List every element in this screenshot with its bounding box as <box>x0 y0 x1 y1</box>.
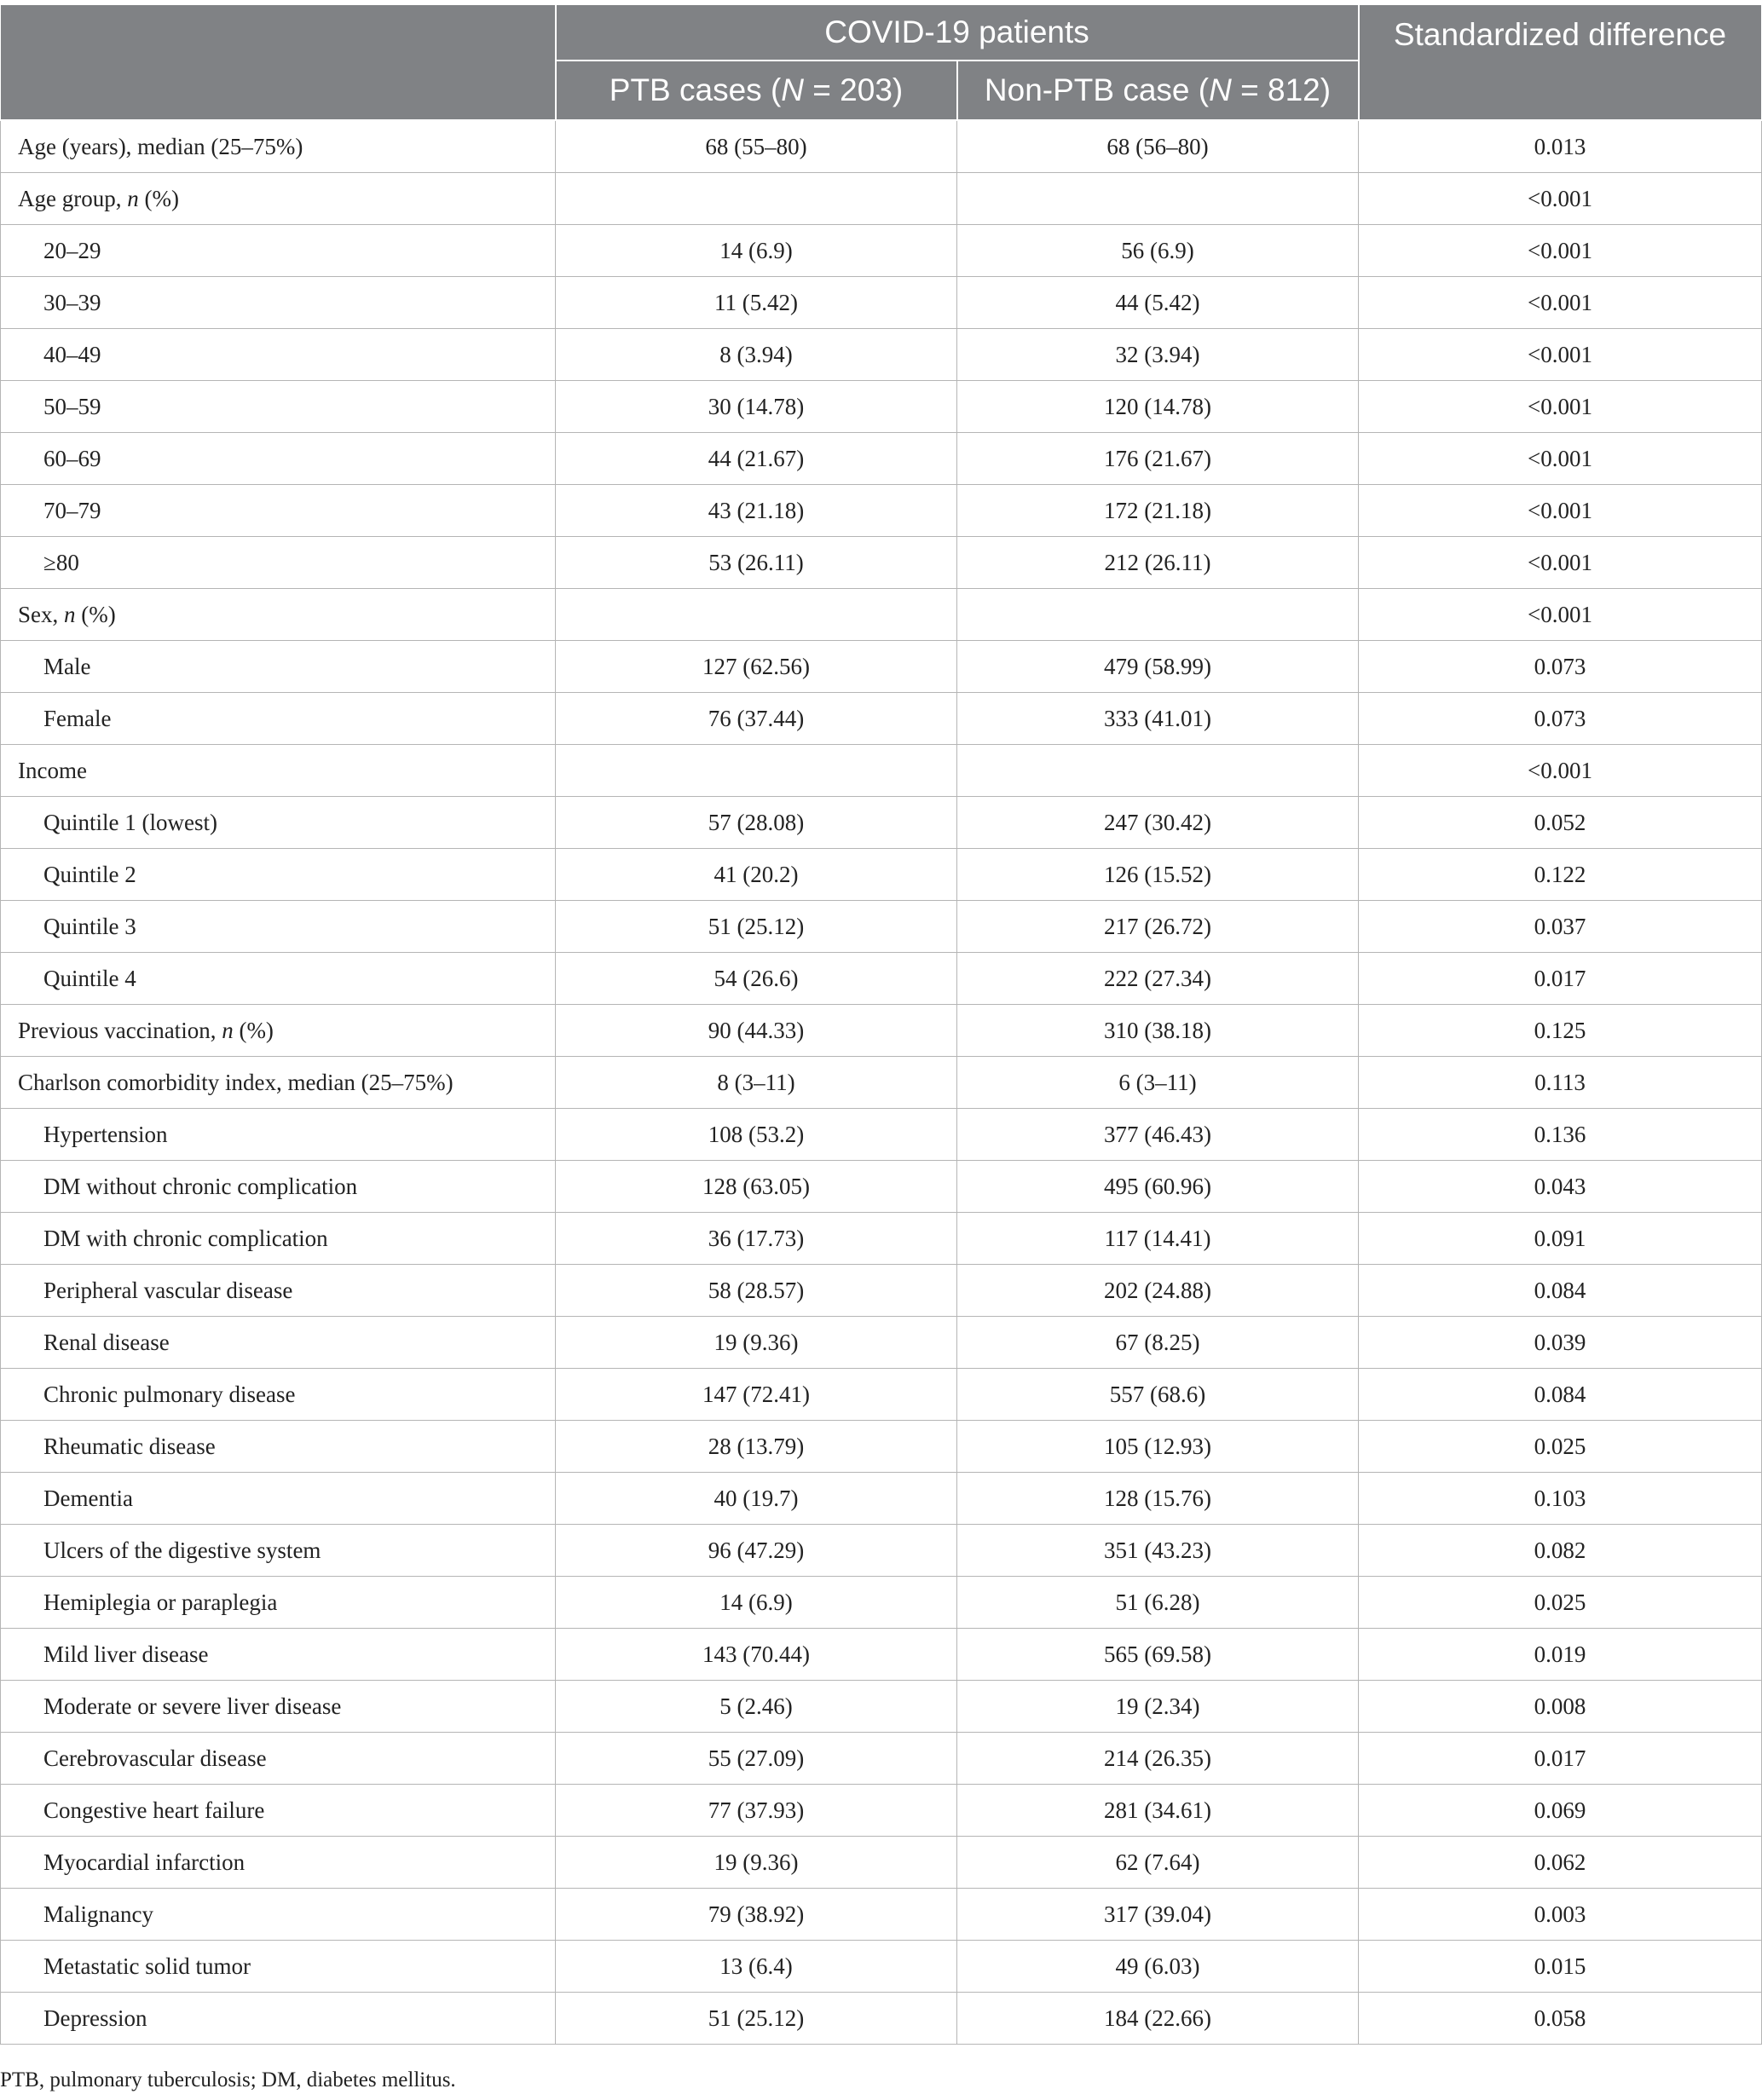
standardized-difference-cell: 0.008 <box>1359 1681 1762 1733</box>
table-row <box>1 537 1762 589</box>
non-ptb-value-cell: 126 (15.52) <box>957 849 1359 901</box>
standardized-difference-cell: 0.013 <box>1359 120 1762 173</box>
table-row <box>1 381 1762 433</box>
non-ptb-value-cell: 479 (58.99) <box>957 641 1359 693</box>
row-label <box>1 589 556 641</box>
row-label: Quintile 2 <box>1 849 556 901</box>
row-label: Male <box>1 641 556 693</box>
non-ptb-value-cell: 67 (8.25) <box>957 1317 1359 1369</box>
table-row <box>1 225 1762 277</box>
row-label-suffix: (%) <box>75 601 116 627</box>
ptb-value-cell: 11 (5.42) <box>556 277 957 329</box>
non-ptb-value-cell: 377 (46.43) <box>957 1109 1359 1161</box>
ptb-value-cell: 96 (47.29) <box>556 1525 957 1577</box>
row-label <box>1 1005 556 1057</box>
header-ptb-n: N <box>781 72 804 107</box>
table-row <box>1 1629 1762 1681</box>
header-corner-cell <box>1 4 556 120</box>
standardized-difference-cell: <0.001 <box>1359 277 1762 329</box>
standardized-difference-cell: 0.136 <box>1359 1109 1762 1161</box>
table-row <box>1 173 1762 225</box>
header-ptb-suffix: = 203) <box>804 72 904 107</box>
non-ptb-value-cell: 217 (26.72) <box>957 901 1359 953</box>
table-row <box>1 485 1762 537</box>
non-ptb-value-cell: 117 (14.41) <box>957 1213 1359 1265</box>
ptb-value-cell: 14 (6.9) <box>556 225 957 277</box>
header-standardized-difference: Standardized difference <box>1359 4 1762 120</box>
row-label: DM without chronic complication <box>1 1161 556 1213</box>
non-ptb-value-cell: 68 (56–80) <box>957 120 1359 173</box>
table-header <box>1 4 1762 120</box>
table-row <box>1 1681 1762 1733</box>
ptb-value-cell: 58 (28.57) <box>556 1265 957 1317</box>
table-row <box>1 1733 1762 1785</box>
standardized-difference-cell: <0.001 <box>1359 433 1762 485</box>
ptb-value-cell: 13 (6.4) <box>556 1941 957 1993</box>
header-row-1 <box>1 4 1762 61</box>
standardized-difference-cell: <0.001 <box>1359 589 1762 641</box>
ptb-value-cell: 76 (37.44) <box>556 693 957 745</box>
header-non-ptb-cases <box>957 61 1359 120</box>
standardized-difference-cell: 0.015 <box>1359 1941 1762 1993</box>
standardized-difference-cell: 0.043 <box>1359 1161 1762 1213</box>
non-ptb-value-cell: 32 (3.94) <box>957 329 1359 381</box>
ptb-value-cell: 53 (26.11) <box>556 537 957 589</box>
non-ptb-value-cell: 6 (3–11) <box>957 1057 1359 1109</box>
table-row <box>1 1317 1762 1369</box>
standardized-difference-cell: <0.001 <box>1359 329 1762 381</box>
table-row <box>1 1005 1762 1057</box>
row-label: 30–39 <box>1 277 556 329</box>
row-label: DM with chronic complication <box>1 1213 556 1265</box>
non-ptb-value-cell: 172 (21.18) <box>957 485 1359 537</box>
non-ptb-value-cell: 120 (14.78) <box>957 381 1359 433</box>
standardized-difference-cell: 0.084 <box>1359 1265 1762 1317</box>
ptb-value-cell: 36 (17.73) <box>556 1213 957 1265</box>
ptb-value-cell: 55 (27.09) <box>556 1733 957 1785</box>
table-body <box>1 120 1762 2045</box>
row-label: Quintile 4 <box>1 953 556 1005</box>
header-nonptb-prefix: Non-PTB case ( <box>984 72 1210 107</box>
row-label: Income <box>1 745 556 797</box>
row-label: 20–29 <box>1 225 556 277</box>
standardized-difference-cell: 0.122 <box>1359 849 1762 901</box>
standardized-difference-cell: <0.001 <box>1359 225 1762 277</box>
row-label-italic: n <box>64 601 76 627</box>
non-ptb-value-cell: 317 (39.04) <box>957 1889 1359 1941</box>
table-row <box>1 1837 1762 1889</box>
standardized-difference-cell: 0.062 <box>1359 1837 1762 1889</box>
standardized-difference-cell: 0.019 <box>1359 1629 1762 1681</box>
row-label: 50–59 <box>1 381 556 433</box>
table-footnote: PTB, pulmonary tuberculosis; DM, diabetes mellitus. <box>0 2068 456 2091</box>
row-label-italic: n <box>127 185 139 211</box>
ptb-value-cell: 57 (28.08) <box>556 797 957 849</box>
standardized-difference-cell: 0.069 <box>1359 1785 1762 1837</box>
row-label: ≥80 <box>1 537 556 589</box>
row-label <box>1 173 556 225</box>
ptb-value-cell: 51 (25.12) <box>556 1993 957 2045</box>
non-ptb-value-cell: 128 (15.76) <box>957 1473 1359 1525</box>
ptb-value-cell <box>556 745 957 797</box>
row-label: Quintile 1 (lowest) <box>1 797 556 849</box>
ptb-value-cell: 79 (38.92) <box>556 1889 957 1941</box>
ptb-value-cell: 14 (6.9) <box>556 1577 957 1629</box>
table-row <box>1 641 1762 693</box>
ptb-value-cell: 147 (72.41) <box>556 1369 957 1421</box>
table-row <box>1 1421 1762 1473</box>
non-ptb-value-cell: 281 (34.61) <box>957 1785 1359 1837</box>
row-label: Renal disease <box>1 1317 556 1369</box>
row-label: Metastatic solid tumor <box>1 1941 556 1993</box>
standardized-difference-cell: <0.001 <box>1359 537 1762 589</box>
row-label: Depression <box>1 1993 556 2045</box>
non-ptb-value-cell <box>957 745 1359 797</box>
non-ptb-value-cell: 333 (41.01) <box>957 693 1359 745</box>
row-label: Quintile 3 <box>1 901 556 953</box>
header-ptb-prefix: PTB cases ( <box>609 72 782 107</box>
non-ptb-value-cell: 19 (2.34) <box>957 1681 1359 1733</box>
row-label: Peripheral vascular disease <box>1 1265 556 1317</box>
table-row <box>1 589 1762 641</box>
non-ptb-value-cell: 565 (69.58) <box>957 1629 1359 1681</box>
ptb-value-cell: 127 (62.56) <box>556 641 957 693</box>
row-label-prefix: Age group, <box>18 185 128 211</box>
standardized-difference-cell: 0.125 <box>1359 1005 1762 1057</box>
ptb-value-cell: 41 (20.2) <box>556 849 957 901</box>
non-ptb-value-cell: 49 (6.03) <box>957 1941 1359 1993</box>
ptb-value-cell: 68 (55–80) <box>556 120 957 173</box>
row-label: Charlson comorbidity index, median (25–75%) <box>1 1057 556 1109</box>
table-row <box>1 1109 1762 1161</box>
table-row <box>1 1577 1762 1629</box>
table-row <box>1 1525 1762 1577</box>
non-ptb-value-cell: 56 (6.9) <box>957 225 1359 277</box>
non-ptb-value-cell: 44 (5.42) <box>957 277 1359 329</box>
ptb-value-cell: 28 (13.79) <box>556 1421 957 1473</box>
row-label: Hemiplegia or paraplegia <box>1 1577 556 1629</box>
table-wrapper <box>0 3 1762 2045</box>
ptb-value-cell <box>556 589 957 641</box>
table-row <box>1 433 1762 485</box>
standardized-difference-cell: 0.025 <box>1359 1421 1762 1473</box>
table-row <box>1 1473 1762 1525</box>
standardized-difference-cell: 0.084 <box>1359 1369 1762 1421</box>
standardized-difference-cell: 0.052 <box>1359 797 1762 849</box>
ptb-value-cell: 108 (53.2) <box>556 1109 957 1161</box>
row-label-prefix: Previous vaccination, <box>18 1017 222 1043</box>
standardized-difference-cell: 0.025 <box>1359 1577 1762 1629</box>
standardized-difference-cell: <0.001 <box>1359 381 1762 433</box>
ptb-value-cell: 19 (9.36) <box>556 1317 957 1369</box>
row-label: Hypertension <box>1 1109 556 1161</box>
ptb-value-cell: 128 (63.05) <box>556 1161 957 1213</box>
standardized-difference-cell: 0.073 <box>1359 641 1762 693</box>
non-ptb-value-cell: 212 (26.11) <box>957 537 1359 589</box>
non-ptb-value-cell <box>957 173 1359 225</box>
row-label: Mild liver disease <box>1 1629 556 1681</box>
table-row <box>1 901 1762 953</box>
standardized-difference-cell: <0.001 <box>1359 485 1762 537</box>
baseline-characteristics-table <box>0 3 1762 2045</box>
row-label: Myocardial infarction <box>1 1837 556 1889</box>
row-label: Age (years), median (25–75%) <box>1 120 556 173</box>
table-row <box>1 1161 1762 1213</box>
non-ptb-value-cell: 310 (38.18) <box>957 1005 1359 1057</box>
standardized-difference-cell: 0.091 <box>1359 1213 1762 1265</box>
row-label: Malignancy <box>1 1889 556 1941</box>
standardized-difference-cell: 0.082 <box>1359 1525 1762 1577</box>
ptb-value-cell <box>556 173 957 225</box>
table-row <box>1 745 1762 797</box>
header-nonptb-suffix: = 812) <box>1231 72 1332 107</box>
row-label: 70–79 <box>1 485 556 537</box>
non-ptb-value-cell: 202 (24.88) <box>957 1265 1359 1317</box>
non-ptb-value-cell: 247 (30.42) <box>957 797 1359 849</box>
table-row <box>1 329 1762 381</box>
row-label-suffix: (%) <box>233 1017 274 1043</box>
non-ptb-value-cell: 351 (43.23) <box>957 1525 1359 1577</box>
ptb-value-cell: 44 (21.67) <box>556 433 957 485</box>
ptb-value-cell: 77 (37.93) <box>556 1785 957 1837</box>
table-row <box>1 797 1762 849</box>
table-row <box>1 1785 1762 1837</box>
ptb-value-cell: 8 (3–11) <box>556 1057 957 1109</box>
row-label: Chronic pulmonary disease <box>1 1369 556 1421</box>
non-ptb-value-cell: 184 (22.66) <box>957 1993 1359 2045</box>
table-row <box>1 953 1762 1005</box>
standardized-difference-cell: 0.113 <box>1359 1057 1762 1109</box>
row-label: 60–69 <box>1 433 556 485</box>
non-ptb-value-cell: 557 (68.6) <box>957 1369 1359 1421</box>
standardized-difference-cell: 0.058 <box>1359 1993 1762 2045</box>
standardized-difference-cell: 0.103 <box>1359 1473 1762 1525</box>
ptb-value-cell: 43 (21.18) <box>556 485 957 537</box>
standardized-difference-cell: <0.001 <box>1359 173 1762 225</box>
non-ptb-value-cell: 495 (60.96) <box>957 1161 1359 1213</box>
ptb-value-cell: 54 (26.6) <box>556 953 957 1005</box>
row-label-suffix: (%) <box>138 185 179 211</box>
non-ptb-value-cell: 105 (12.93) <box>957 1421 1359 1473</box>
standardized-difference-cell: 0.003 <box>1359 1889 1762 1941</box>
standardized-difference-cell: 0.073 <box>1359 693 1762 745</box>
row-label: Female <box>1 693 556 745</box>
non-ptb-value-cell: 51 (6.28) <box>957 1577 1359 1629</box>
standardized-difference-cell: 0.037 <box>1359 901 1762 953</box>
table-row <box>1 1213 1762 1265</box>
table-row <box>1 1993 1762 2045</box>
non-ptb-value-cell: 214 (26.35) <box>957 1733 1359 1785</box>
non-ptb-value-cell: 222 (27.34) <box>957 953 1359 1005</box>
table-row <box>1 849 1762 901</box>
row-label: Ulcers of the digestive system <box>1 1525 556 1577</box>
table-row <box>1 1057 1762 1109</box>
ptb-value-cell: 19 (9.36) <box>556 1837 957 1889</box>
row-label-italic: n <box>222 1017 234 1043</box>
non-ptb-value-cell <box>957 589 1359 641</box>
table-row <box>1 693 1762 745</box>
ptb-value-cell: 90 (44.33) <box>556 1005 957 1057</box>
ptb-value-cell: 143 (70.44) <box>556 1629 957 1681</box>
row-label: Dementia <box>1 1473 556 1525</box>
row-label: Rheumatic disease <box>1 1421 556 1473</box>
ptb-value-cell: 30 (14.78) <box>556 381 957 433</box>
header-nonptb-n: N <box>1209 72 1232 107</box>
non-ptb-value-cell: 176 (21.67) <box>957 433 1359 485</box>
table-row <box>1 1265 1762 1317</box>
row-label: 40–49 <box>1 329 556 381</box>
non-ptb-value-cell: 62 (7.64) <box>957 1837 1359 1889</box>
row-label-prefix: Sex, <box>18 601 64 627</box>
row-label: Moderate or severe liver disease <box>1 1681 556 1733</box>
ptb-value-cell: 5 (2.46) <box>556 1681 957 1733</box>
table-row <box>1 277 1762 329</box>
header-ptb-cases <box>556 61 957 120</box>
row-label: Congestive heart failure <box>1 1785 556 1837</box>
header-group-covid: COVID-19 patients <box>556 4 1359 61</box>
table-row <box>1 1889 1762 1941</box>
standardized-difference-cell: 0.017 <box>1359 953 1762 1005</box>
table-row <box>1 1369 1762 1421</box>
standardized-difference-cell: 0.039 <box>1359 1317 1762 1369</box>
ptb-value-cell: 8 (3.94) <box>556 329 957 381</box>
ptb-value-cell: 40 (19.7) <box>556 1473 957 1525</box>
ptb-value-cell: 51 (25.12) <box>556 901 957 953</box>
standardized-difference-cell: <0.001 <box>1359 745 1762 797</box>
table-row <box>1 120 1762 173</box>
table-row <box>1 1941 1762 1993</box>
standardized-difference-cell: 0.017 <box>1359 1733 1762 1785</box>
row-label: Cerebrovascular disease <box>1 1733 556 1785</box>
